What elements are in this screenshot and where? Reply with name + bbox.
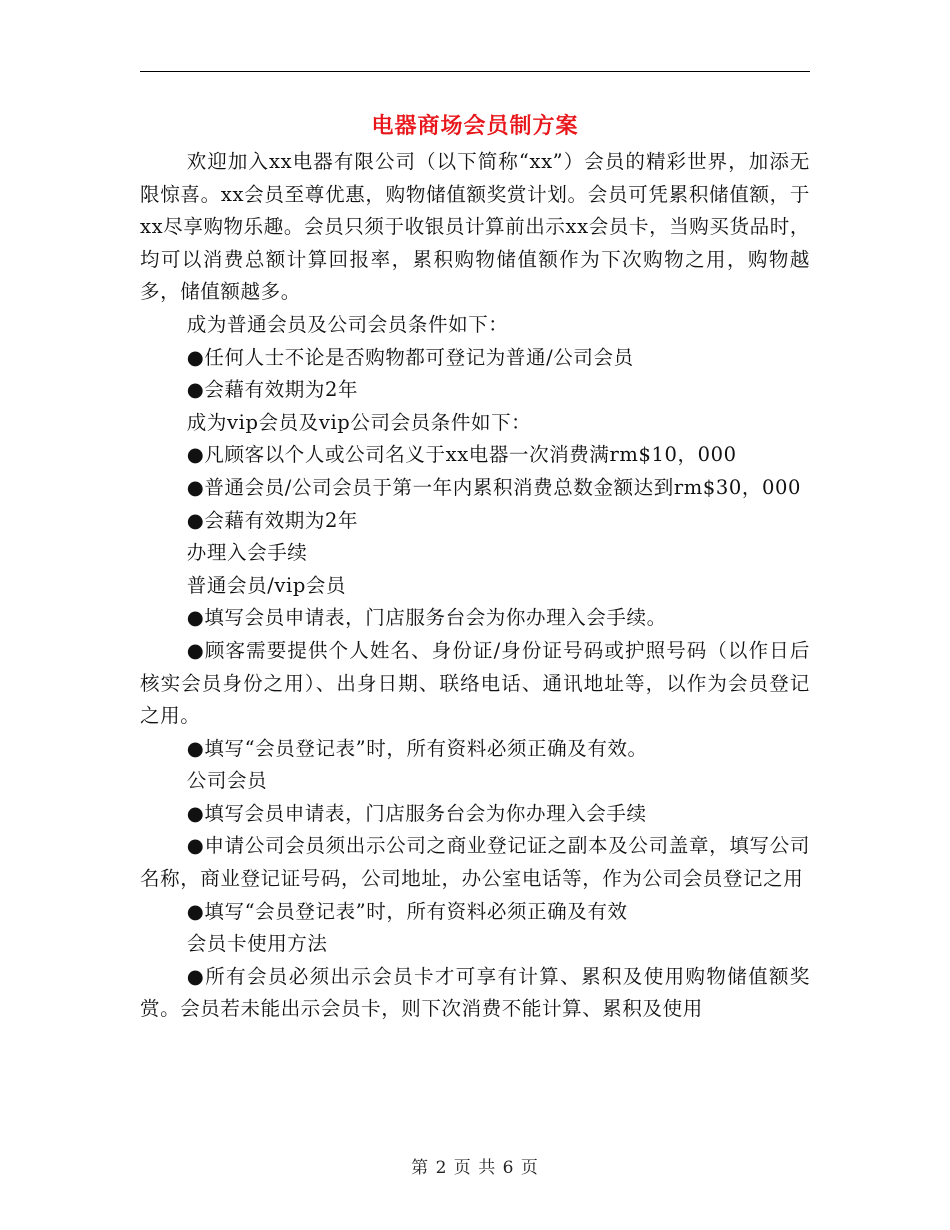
page-number: 第 2 页 共 6 页 bbox=[411, 1158, 539, 1178]
paragraph-regular-conditions-heading: 成为普通会员及公司会员条件如下： bbox=[186, 312, 509, 336]
bullet-show-card: ●所有会员必须出示会员卡才可享有计算、累积及使用购物储值额奖赏。会员若未能出示会员卡，则下次消费不能计算、累积及使用 bbox=[140, 964, 810, 1021]
bullet-company-fill-application: ●填写会员申请表，门店服务台会为你办理入会手续 bbox=[186, 801, 647, 825]
section-heading-card-usage: 会员卡使用方法 bbox=[186, 932, 328, 956]
bullet-fill-application: ●填写会员申请表，门店服务台会为你办理入会手续。 bbox=[186, 606, 667, 630]
document-body bbox=[140, 146, 810, 1026]
subheading-company-member: 公司会员 bbox=[186, 769, 268, 793]
bullet-vip-validity: ●会藉有效期为2年 bbox=[186, 508, 359, 532]
header-rule bbox=[140, 71, 810, 72]
bullet-vip-accumulated: ●普通会员/公司会员于第一年内累积消费总数金额达到rm$30，000 bbox=[186, 475, 802, 499]
bullet-company-info-accurate: ●填写“会员登记表”时，所有资料必须正确及有效 bbox=[186, 899, 628, 923]
bullet-regular-validity: ●会藉有效期为2年 bbox=[186, 378, 359, 402]
bullet-company-registration-docs: ●申请公司会员须出示公司之商业登记证之副本及公司盖章，填写公司名称，商业登记证号码，公司地址，办公室电话等，作为公司会员登记之用 bbox=[140, 834, 810, 891]
subheading-regular-vip: 普通会员/vip会员 bbox=[186, 573, 347, 597]
paragraph-intro: 欢迎加入xx电器有限公司（以下简称“xx”）会员的精彩世界，加添无限惊喜。xx会员至尊优惠，购物储值额奖赏计划。会员可凭累积储值额，于xx尽享购物乐趣。会员只须于收银员计算前出示xx会员卡，当购买货品时，均可以消费总额计算回报率，累积购物储值额作为下次购物之用，购物越多，储值额越多。 bbox=[140, 150, 810, 304]
bullet-provide-personal-info: ●顾客需要提供个人姓名、身份证/身份证号码或护照号码（以作日后核实会员身份之用）、出身日期、联络电话、通讯地址等，以作为会员登记之用。 bbox=[140, 638, 810, 728]
bullet-regular-anyone: ●任何人士不论是否购物都可登记为普通/公司会员 bbox=[186, 345, 634, 369]
paragraph-vip-conditions-heading: 成为vip会员及vip公司会员条件如下： bbox=[186, 410, 532, 434]
document-title: 电器商场会员制方案 bbox=[371, 113, 579, 139]
bullet-vip-single-purchase: ●凡顾客以个人或公司名义于xx电器一次消费满rm$10，000 bbox=[186, 443, 737, 467]
bullet-info-accurate: ●填写“会员登记表”时，所有资料必须正确及有效。 bbox=[186, 736, 648, 760]
section-heading-enrollment: 办理入会手续 bbox=[186, 541, 308, 565]
